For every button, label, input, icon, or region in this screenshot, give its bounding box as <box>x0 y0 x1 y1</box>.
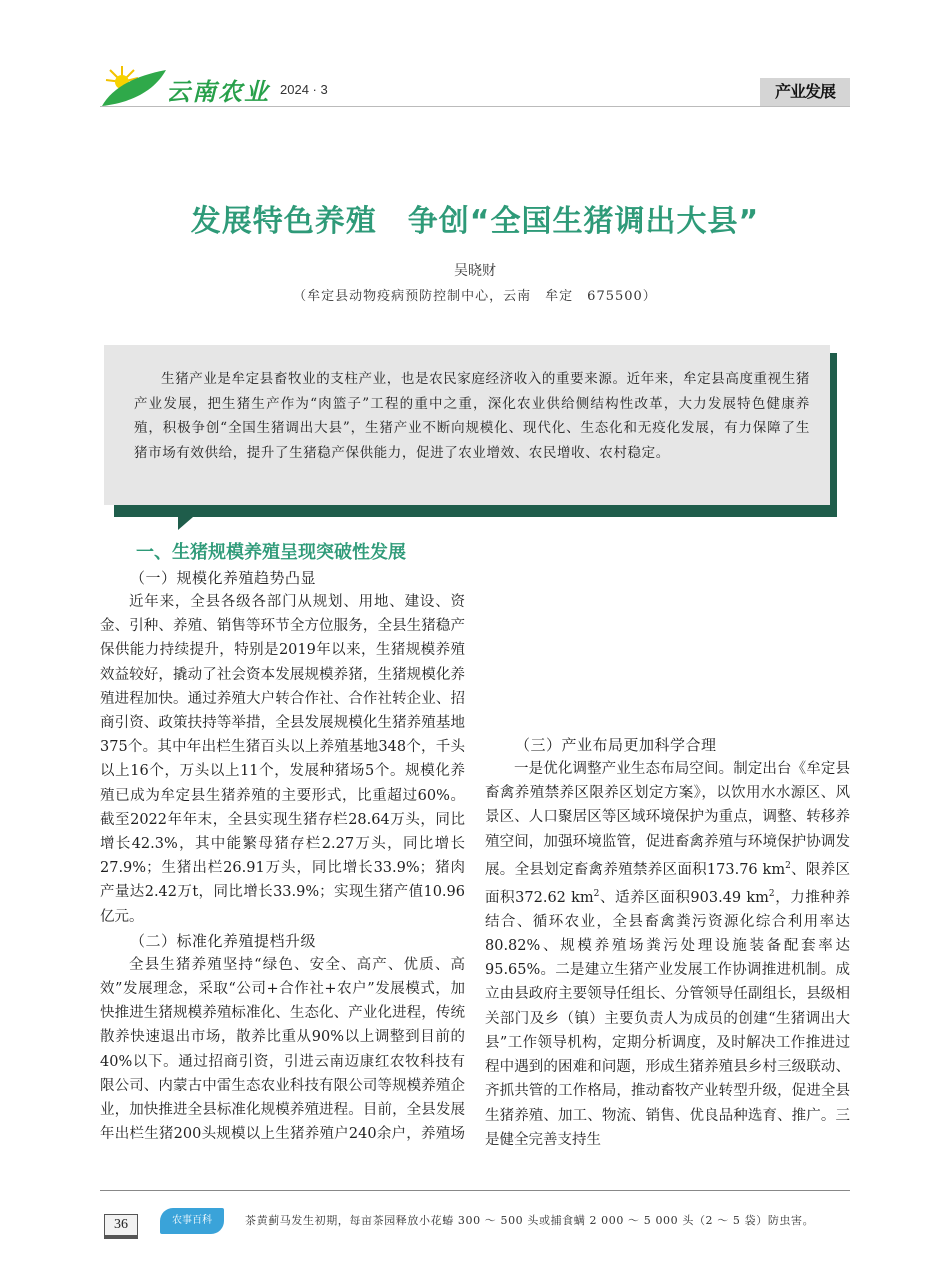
article-author: 吴晓财 <box>454 263 496 279</box>
paragraph-segment: ，力推种养结合、循环农业，全县畜禽粪污资源化综合利用率达80.82%、规模养殖场粪污处理设施装备配套率达95.65%。二是建立生猪产业发展工作协调推进机制。成立由县政府主要领导任组长、分管领导任副组长，县级相关部门及乡（镇）主要负责人为成员的创建“生猪调出大县”工作领导机构，定期分析调度，及时解决工作推进过程中遇到的困难和问题，形成生猪养殖县乡村三级联动、齐抓共管的工作格局，推动畜牧产业转型升级，促进全县生猪养殖、加工、物流、销售、优良品种选育、推广。三是健全完善支持生 <box>485 889 850 1148</box>
author-affiliation: （牟定县动物疫病预防控制中心，云南 牟定 675500） <box>293 289 657 304</box>
tip-badge: 农事百科 <box>160 1208 224 1234</box>
body-column-right <box>485 540 850 1192</box>
section-heading-1: 一、生猪规模养殖呈现突破性发展 <box>136 542 406 563</box>
abstract-text: 生猪产业是牟定县畜牧业的支柱产业，也是农民家庭经济收入的重要来源。近年来，牟定县高度重视生猪产业发展，把生猪生产作为“肉篮子”工程的重中之重，深化农业供给侧结构性改革，大力发展特色健康养殖，积极争创“全国生猪调出大县”，生猪产业不断向规模化、现代化、生态化和无疫化发展，有力保障了生猪市场有效供给，提升了生猪稳产保供能力，促进了农业增效、农民增收、农村稳定。 <box>134 371 810 461</box>
body-paragraph-continued <box>485 540 850 733</box>
subsection-heading-3: （三）产业布局更加科学合理 <box>515 736 717 754</box>
superscript: 2 <box>593 888 600 899</box>
header-divider <box>100 106 850 107</box>
subsection-heading-1: （一）规模化养殖趋势凸显 <box>130 569 317 587</box>
superscript: 2 <box>768 888 775 899</box>
book-base-icon <box>104 1236 138 1239</box>
body-paragraph: 近年来，全县各级各部门从规划、用地、建设、资金、引种、养殖、销售等环节全方位服务，全县生猪稳产保供能力持续提升，特别是2019年以来，生猪规模养殖效益较好，撬动了社会资本发展规模养猪，生猪规模化养殖进程加快。通过养殖大户转合作社、合作社转企业、招商引资、政策扶持等举措，全县发展规模化生猪养殖基地375个。其中年出栏生猪百头以上养殖基地348个，千头以上16个，万头以上11个，发展种猪场5个。规模化养殖已成为牟定县生猪养殖的主要形式，比重超过60%。截至2022年年末，全县实现生猪存栏28.64万头，同比增长42.3%，其中能繁母猪存栏2.27万头，同比增长27.9%；生猪出栏26.91万头，同比增长33.9%；猪肉产量达2.42万t，同比增长33.9%；实现生猪产值10.96亿元。 <box>100 594 465 925</box>
body-paragraph: 全县生猪养殖坚持“绿色、安全、高产、优质、高效”发展理念，采取“公司+合作社+农户”发展模式，加快推进生猪规模养殖标准化、生态化、产业化进程，传统散养快速退出市场，散养比重从90%以上调整到目前的40%以下。通过招商引资，引进云南迈康红农牧科技有限公司、内蒙古中雷生态农业科技有限公司等规模养殖企业，加快推进全县标准化规模养殖进程。目前，全县发展年出栏生猪200头规模以上生猪养殖户240余户，养殖场 <box>100 956 465 1143</box>
body-column-left <box>100 540 465 1146</box>
journal-name: 云南农业 <box>166 77 270 106</box>
paragraph-segment: 、适养区面积903.49 km <box>599 889 769 906</box>
page-header <box>100 62 850 108</box>
issue-number: 2024 · 3 <box>280 82 328 97</box>
article-title: 发展特色养殖 争创“全国生猪调出大县” <box>190 204 760 239</box>
abstract-box-tail <box>178 504 208 530</box>
footer-divider <box>100 1190 850 1191</box>
section-tag: 产业发展 <box>760 78 850 106</box>
page-number: 36 <box>104 1214 138 1236</box>
paragraph-segment: 、限养区面积372.62 km <box>485 861 850 906</box>
body-paragraph <box>485 757 850 1192</box>
superscript: 2 <box>785 860 791 871</box>
paragraph-segment: 一是优化调整产业生态布局空间。制定出台《牟定县畜禽养殖禁养区限养区划定方案》，以饮用水水源区、风景区、人口聚居区等区域环境保护为重点，调整、转移养殖空间，加强环境监管，促进畜禽养殖与环境保护协调发展。全县划定畜禽养殖禁养区面积173.76 km <box>485 761 850 878</box>
subsection-heading-2: （二）标准化养殖提档升级 <box>130 931 317 950</box>
tip-text: 茶黄蓟马发生初期，每亩茶园释放小花蝽 300 ～ 500 头或捕食螨 2 000 ～ 5 000 头（2 ～ 5 袋）防虫害。 <box>245 1214 815 1227</box>
